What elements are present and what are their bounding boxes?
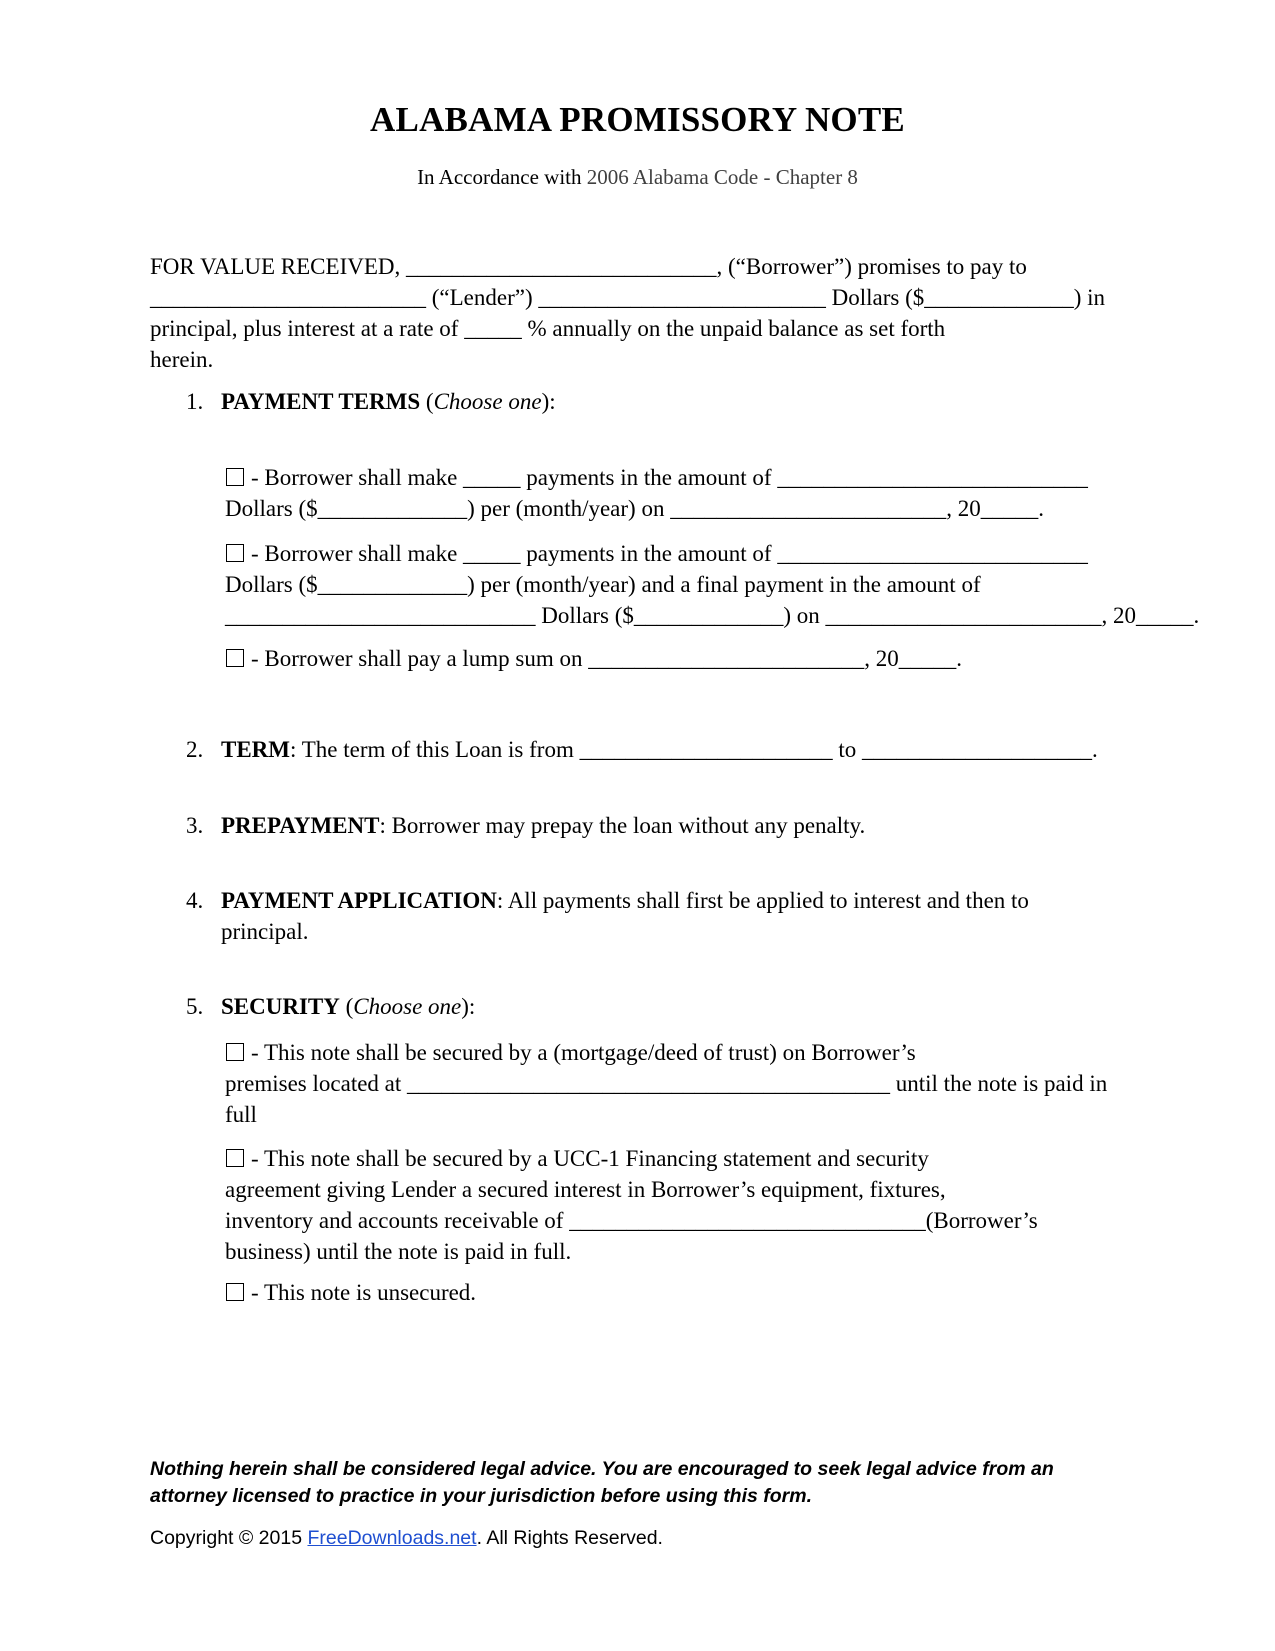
option-line: agreement giving Lender a secured interest in Borrower’s equipment, fixtures, xyxy=(225,1177,946,1202)
option-line: - Borrower shall make _____ payments in the amount of ___________________________ xyxy=(251,541,1088,566)
subtitle-code-reference: 2006 Alabama Code - Chapter 8 xyxy=(586,165,858,189)
section-heading: SECURITY xyxy=(221,994,340,1019)
option-line: - This note is unsecured. xyxy=(251,1280,477,1305)
section-number: 2. xyxy=(186,737,204,762)
checkbox-icon[interactable] xyxy=(226,468,244,486)
checkbox-icon[interactable] xyxy=(226,544,244,562)
section-heading-suffix-open: ( xyxy=(420,389,434,414)
section-number: 3. xyxy=(186,813,204,838)
option-line: premises located at __________________________________________ until the note is paid in xyxy=(225,1071,1108,1096)
payment-option xyxy=(225,538,1200,631)
section-heading: TERM xyxy=(221,737,290,762)
section-heading-suffix-italic: Choose one xyxy=(433,389,542,414)
option-line: business) until the note is paid in full. xyxy=(225,1239,572,1264)
checkbox-icon[interactable] xyxy=(226,1283,244,1301)
checkbox-icon[interactable] xyxy=(226,1149,244,1167)
option-line: ___________________________ Dollars ($_____________) on ________________________, 20_____. xyxy=(225,603,1200,628)
intro-line: principal, plus interest at a rate of _____ % annually on the unpaid balance as set forth xyxy=(150,316,946,341)
disclaimer-line: Nothing herein shall be considered legal advice. You are encouraged to seek legal advice from an xyxy=(150,1458,1054,1480)
option-line: full xyxy=(225,1102,257,1127)
section-heading: PAYMENT TERMS xyxy=(221,389,421,414)
copyright-suffix: . All Rights Reserved. xyxy=(476,1527,663,1549)
option-line: inventory and accounts receivable of _______________________________(Borrower’s xyxy=(225,1208,1038,1233)
section-text: : All payments shall first be applied to interest and then to xyxy=(496,888,1029,913)
section-text: : The term of this Loan is from ______________________ to ____________________. xyxy=(290,737,1098,762)
section-number: 1. xyxy=(186,389,204,414)
section-number: 5. xyxy=(186,994,204,1019)
intro-line: ________________________ (“Lender”) _________________________ Dollars ($_____________) in xyxy=(150,285,1106,310)
section-text-continued: principal. xyxy=(221,919,309,944)
security-option xyxy=(225,1143,1125,1267)
section-heading: PAYMENT APPLICATION xyxy=(221,888,497,913)
section-heading-suffix-open: ( xyxy=(339,994,354,1019)
section-text: : Borrower may prepay the loan without any penalty. xyxy=(379,813,866,838)
section-heading-suffix-close: ): xyxy=(461,994,476,1019)
checkbox-icon[interactable] xyxy=(226,649,244,667)
document-title: ALABAMA PROMISSORY NOTE xyxy=(370,100,905,139)
copyright-notice xyxy=(150,1527,1150,1550)
security-option xyxy=(225,1277,1125,1308)
option-line: - Borrower shall make _____ payments in the amount of ___________________________ xyxy=(251,465,1088,490)
section-heading-suffix-close: ): xyxy=(541,389,556,414)
option-line: - This note shall be secured by a (mortgage/deed of trust) on Borrower’s xyxy=(251,1040,916,1065)
checkbox-icon[interactable] xyxy=(226,1043,244,1061)
intro-line: FOR VALUE RECEIVED, ___________________________, (“Borrower”) promises to pay to xyxy=(150,254,1027,279)
intro-paragraph xyxy=(150,251,1106,375)
payment-option xyxy=(225,462,1125,524)
copyright-prefix: Copyright © 2015 xyxy=(150,1527,308,1549)
section-heading: PREPAYMENT xyxy=(221,813,380,838)
freedownloads-link[interactable]: FreeDownloads.net xyxy=(307,1527,477,1549)
payment-option xyxy=(225,643,1125,674)
section-heading-suffix-italic: Choose one xyxy=(353,994,462,1019)
document-subtitle xyxy=(0,165,1275,190)
option-line: Dollars ($_____________) per (month/year) and a final payment in the amount of xyxy=(225,572,981,597)
disclaimer-line: attorney licensed to practice in your jurisdiction before using this form. xyxy=(150,1485,813,1507)
option-line: Dollars ($_____________) per (month/year) on ________________________, 20_____. xyxy=(225,496,1044,521)
intro-line: herein. xyxy=(150,347,214,372)
security-option xyxy=(225,1037,1125,1130)
option-line: - Borrower shall pay a lump sum on ________________________, 20_____. xyxy=(251,646,963,671)
subtitle-prefix: In Accordance with xyxy=(417,165,587,189)
option-line: - This note shall be secured by a UCC-1 Financing statement and security xyxy=(251,1146,929,1171)
legal-disclaimer xyxy=(150,1456,1150,1510)
section-number: 4. xyxy=(186,888,204,913)
